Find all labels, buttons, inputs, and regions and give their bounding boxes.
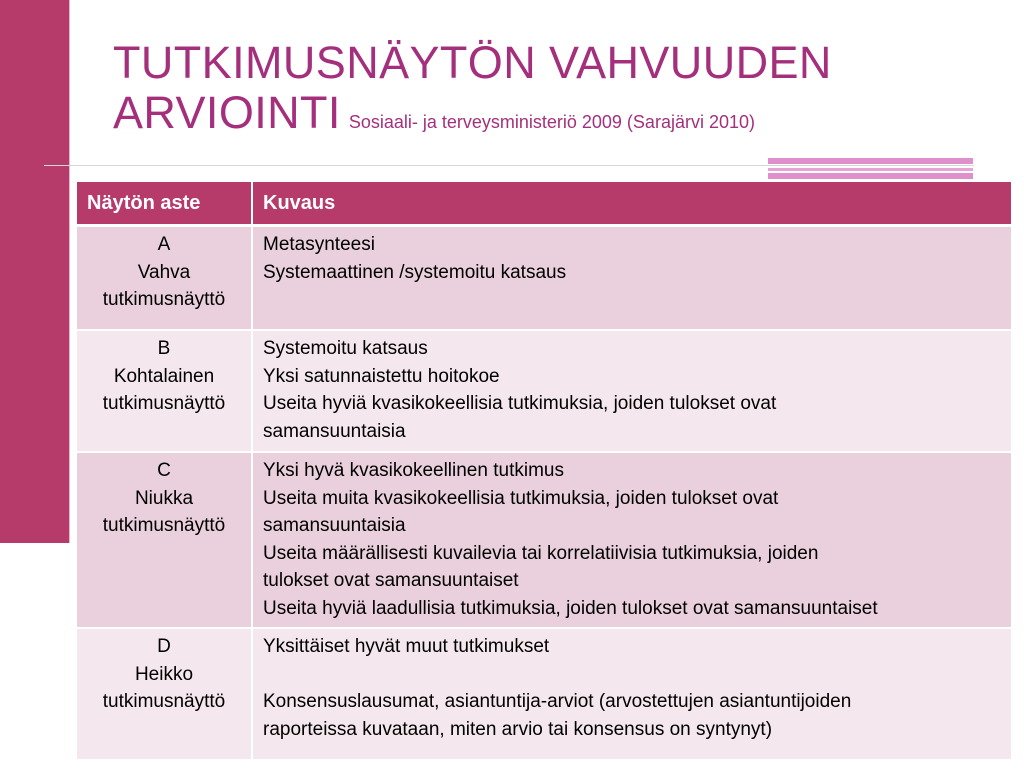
description-line: Systemaattinen /systemoitu katsaus [263,261,567,283]
grade-label: Heikko [134,663,194,685]
decorative-stripes [768,156,973,180]
grade-suffix: tutkimusnäyttö [102,691,226,712]
stripe-middle [768,168,973,171]
grade-label: Kohtalainen [113,365,215,387]
description-cell-c [252,452,1011,628]
description-line: raporteissa kuvataan, miten arvio tai konsensus on syntynyt) [263,718,773,740]
grade-cell-b [77,330,252,452]
title-line-2-text: ARVIOINTI [113,87,341,138]
description-line: Yksi hyvä kvasikokeellinen tutkimus [263,460,564,481]
grade-letter: D [157,636,171,657]
header-evidence-grade: Näytön aste [77,182,252,226]
table-header-row [77,182,1011,226]
blank-line [263,661,1001,689]
grade-suffix: tutkimusnäyttö [102,289,226,310]
description-cell-d [252,628,1011,760]
stripe-bottom [768,173,973,179]
grade-cell-c [77,452,252,628]
grade-suffix: tutkimusnäyttö [102,393,226,414]
description-cell-a [252,226,1011,331]
grade-letter: B [157,338,171,359]
grade-label: Niukka [134,487,194,509]
description-line: Useita hyviä laadullisia tutkimuksia, joiden tulokset ovat samansuuntaiset [263,597,878,619]
header-description: Kuvaus [252,182,1011,226]
grade-label: Vahva [137,261,191,283]
description-line: samansuuntaisia [263,515,406,536]
title-line-2 [113,88,832,147]
description-line: Yksi satunnaistettu hoitokoe [263,365,500,387]
description-line: Useita määrällisesti kuvailevia tai korrelatiivisia tutkimuksia, joiden [263,542,819,564]
left-accent-divider [69,0,70,543]
description-line: Systemoitu katsaus [263,338,428,359]
description-line: tulokset ovat samansuuntaiset [263,570,519,591]
table-row-b [77,330,1011,452]
description-line: Metasynteesi [263,234,375,255]
description-line: Useita hyviä kvasikokeellisia tutkimuksia, joiden tulokset ovat [263,393,777,414]
grade-letter: A [157,234,171,255]
grade-cell-a [77,226,252,331]
description-cell-b [252,330,1011,452]
title-line-1: TUTKIMUSNÄYTÖN VAHVUUDEN [113,37,832,88]
left-accent-bar [0,0,69,543]
description-line: Useita muita kvasikokeellisia tutkimuksia, joiden tulokset ovat [263,487,779,509]
description-line: samansuuntaisia [263,420,406,442]
table-row-c [77,452,1011,628]
table-row-a [77,226,1011,331]
description-line: Konsensuslausumat, asiantuntija-arviot (arvostettujen asiantuntijoiden [263,691,852,712]
slide-subtitle: Sosiaali- ja terveysministeriö 2009 (Sarajärvi 2010) [348,112,755,132]
evidence-grade-table [77,182,1011,761]
grade-letter: C [157,460,171,481]
slide-title [113,38,832,147]
grade-cell-d [77,628,252,760]
stripe-top [768,158,973,164]
grade-suffix: tutkimusnäyttö [102,515,226,536]
table-row-d [77,628,1011,760]
description-line: Yksittäiset hyvät muut tutkimukset [263,636,550,657]
